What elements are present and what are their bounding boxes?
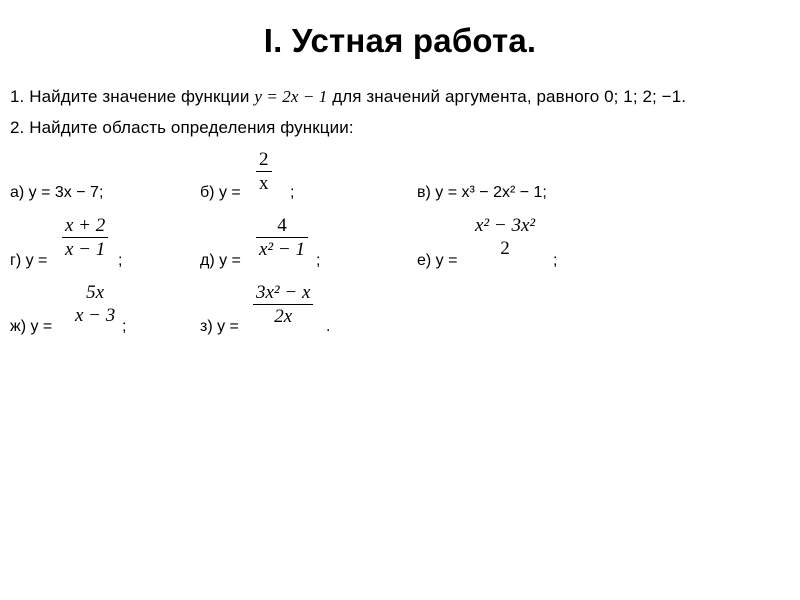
item-g-denominator: x − 1: [65, 239, 106, 260]
item-zh-numerator: 5x: [86, 282, 105, 303]
item-e-label: е) y =: [417, 252, 458, 269]
task-1-text-end: для значений аргумента, равного 0; 1; 2; −1.: [327, 87, 687, 106]
item-d-denominator: x² − 1: [259, 239, 305, 260]
task-1-text-start: 1. Найдите значение функции: [10, 87, 255, 106]
item-zh-denominator: x − 3: [75, 305, 116, 326]
item-zh-end: ;: [122, 318, 127, 335]
item-g-numerator: x + 2: [62, 216, 108, 238]
item-g-end: ;: [118, 252, 123, 269]
item-z-label: з) y =: [200, 318, 239, 335]
item-g-label: г) y =: [10, 252, 48, 269]
item-g-fraction: [62, 216, 108, 259]
item-z-numerator: 3x² − x: [253, 283, 313, 305]
item-d-label: д) y =: [200, 252, 241, 269]
item-b-denominator: x: [259, 173, 269, 194]
item-z-denominator: 2x: [274, 306, 293, 327]
item-e-fraction: [472, 216, 538, 258]
item-zh-label: ж) y =: [10, 318, 53, 335]
item-z-fraction: [253, 283, 313, 326]
item-b-end: ;: [290, 184, 295, 201]
item-d-end: ;: [316, 252, 321, 269]
item-zh-fraction: [72, 283, 118, 325]
item-d-numerator: 4: [256, 216, 308, 238]
item-b-fraction: [256, 150, 272, 193]
item-e-end: ;: [553, 252, 558, 269]
item-e-denominator: 2: [500, 238, 510, 259]
item-b-numerator: 2: [256, 150, 272, 172]
item-z-end: .: [326, 318, 331, 335]
task-2-text: 2. Найдите область определения функции:: [10, 118, 354, 137]
item-v: в) y = x³ − 2x² − 1;: [417, 184, 547, 201]
item-b-label: б) y =: [200, 184, 241, 201]
item-d-fraction: [256, 216, 308, 259]
task-1-formula: y = 2x − 1: [254, 87, 328, 106]
task-2: [10, 118, 354, 138]
item-e-numerator: x² − 3x²: [475, 215, 536, 236]
item-a: а) y = 3x − 7;: [10, 184, 104, 201]
page-title: I. Устная работа.: [263, 22, 537, 59]
task-1: [10, 87, 686, 107]
